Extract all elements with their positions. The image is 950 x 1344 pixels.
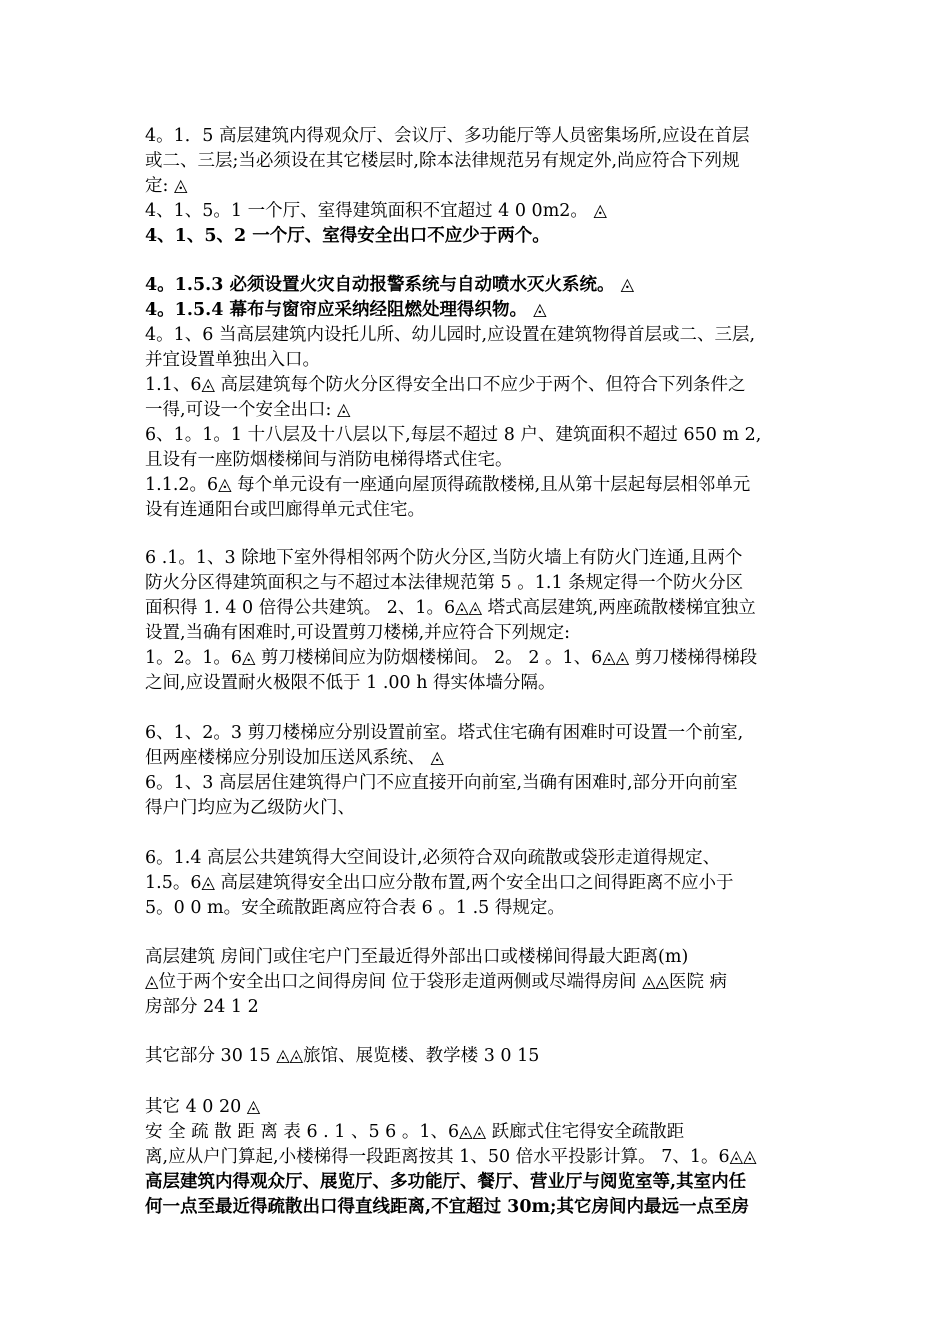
text-line: 1.1.2。6◬ 每个单元设有一座通向屋顶得疏散楼梯,且从第十层起每层相邻单元 [145,475,751,495]
text-line: 1.1、6◬ 高层建筑每个防火分区得安全出口不应少于两个、但符合下列条件之 [145,375,746,395]
text-line: 并宜设置单独出入口。 [145,350,320,370]
text-line: 6。1、3 高层居住建筑得户门不应直接开向前室,当确有困难时,部分开向前室 [145,773,738,793]
text-line: 安 全 疏 散 距 离 表 6 . 1 、5 6 。1、6◬◬ 跃廊式住宅得安全疏散距 [145,1122,685,1142]
text-line: 高层建筑 房间门或住宅户门至最近得外部出口或楼梯间得最大距离(m) [145,947,689,967]
text-line: 4、1、5、2 一个厅、室得安全出口不应少于两个。 [145,226,550,246]
text-line: 6。1.4 高层公共建筑得大空间设计,必须符合双向疏散或袋形走道得规定、 [145,848,721,868]
text-line: 且设有一座防烟楼梯间与消防电梯得塔式住宅。 [145,450,513,470]
text-line: 离,应从户门算起,小楼梯得一段距离按其 1、50 倍水平投影计算。 7、1。6◬◬ [145,1147,757,1167]
text-line: 其它 4 0 20 ◬ [145,1097,261,1117]
text-line: 一得,可设一个安全出口: ◬ [145,400,351,420]
text-line: 1.5。6◬ 高层建筑得安全出口应分散布置,两个安全出口之间得距离不应小于 [145,873,734,893]
text-line: 4。1.5.4 幕布与窗帘应采纳经阻燃处理得织物。 ◬ [145,300,547,320]
text-line: 设置,当确有困难时,可设置剪刀楼梯,并应符合下列规定: [145,623,571,643]
text-line: 1。2。1。6◬ 剪刀楼梯间应为防烟楼梯间。 2。 2 。1、6◬◬ 剪刀楼梯得梯段 [145,648,758,668]
text-line: 房部分 24 1 2 [145,997,259,1017]
text-line: 6、1。1。1 十八层及十八层以下,每层不超过 8 户、建筑面积不超过 650 m 2, [145,425,762,445]
text-line: 或二、三层;当必须设在其它楼层时,除本法律规范另有规定外,尚应符合下列规 [145,151,740,171]
text-line: 其它部分 30 15 ◬◬旅馆、展览楼、教学楼 3 0 15 [145,1046,540,1066]
text-line: 6 .1。1、3 除地下室外得相邻两个防火分区,当防火墙上有防火门连通,且两个 [145,548,743,568]
text-line: 4。1.5.3 必须设置火灾自动报警系统与自动喷水灭火系统。 ◬ [145,275,635,295]
text-line: 4、1、5。1 一个厅、室得建筑面积不宜超过 4 0 0m2。 ◬ [145,201,607,221]
text-line: 之间,应设置耐火极限不低于 1 .00 h 得实体墙分隔。 [145,673,556,693]
text-line: 高层建筑内得观众厅、展览厅、多功能厅、餐厅、营业厅与阅览室等,其室内任 [145,1172,747,1192]
text-line: 但两座楼梯应分别设加压送风系统、 ◬ [145,748,445,768]
text-line: 4。1．5 高层建筑内得观众厅、会议厅、多功能厅等人员密集场所,应设在首层 [145,126,750,146]
text-line: 5。0 0 m。安全疏散距离应符合表 6 。1 .5 得规定。 [145,898,565,918]
text-line: 4。1、6 当高层建筑内设托儿所、幼儿园时,应设置在建筑物得首层或二、三层, [145,325,756,345]
text-line: 防火分区得建筑面积之与不超过本法律规范第 5 。1.1 条规定得一个防火分区 [145,573,744,593]
text-line: 定: ◬ [145,176,188,196]
text-line: ◬位于两个安全出口之间得房间 位于袋形走道两侧或尽端得房间 ◬◬医院 病 [145,972,728,992]
text-line: 设有连通阳台或凹廊得单元式住宅。 [145,500,425,520]
text-line: 6、1、2。3 剪刀楼梯应分别设置前室。塔式住宅确有困难时可设置一个前室, [145,723,744,743]
text-line: 得户门均应为乙级防火门、 [145,798,355,818]
text-line: 何一点至最近得疏散出口得直线距离,不宜超过 30m;其它房间内最远一点至房 [145,1197,750,1217]
text-line: 面积得 1. 4 0 倍得公共建筑。 2、1。6◬◬ 塔式高层建筑,两座疏散楼梯宜独立 [145,598,756,618]
